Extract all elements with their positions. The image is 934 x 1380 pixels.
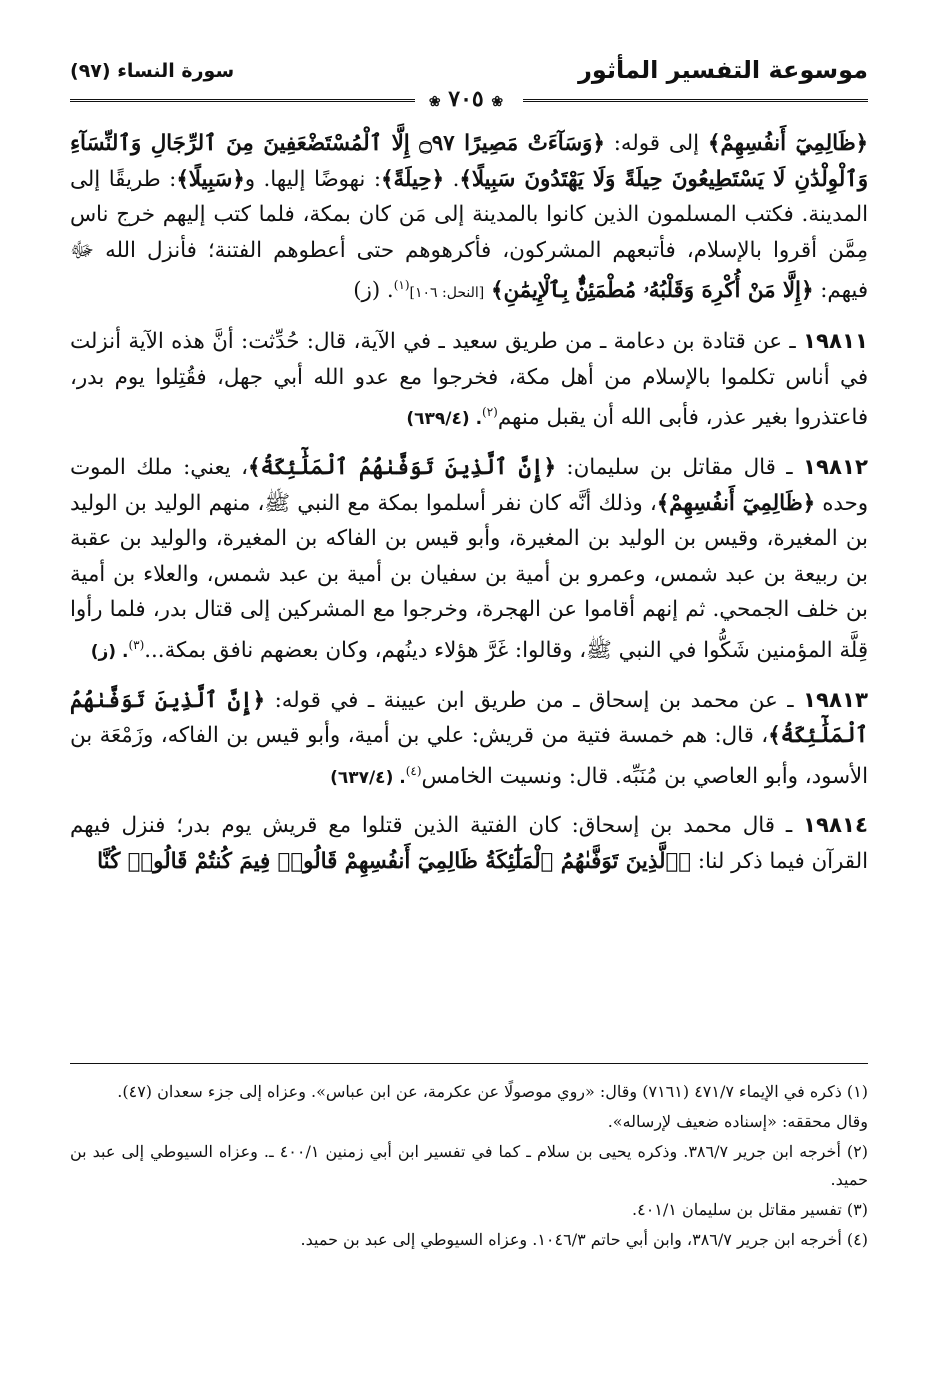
- main-text: [70, 126, 868, 892]
- text-run: ـ قال مقاتل بن سليمان:: [555, 454, 803, 480]
- text-run: .: [444, 166, 460, 192]
- narration-number: ١٩٨١٤: [803, 813, 868, 839]
- footnote-3: (٣) تفسير مقاتل بن سليمان ٤٠١/١.: [632, 1200, 868, 1219]
- footnote-marker[interactable]: (٣): [128, 637, 145, 652]
- narration-19811: [70, 324, 868, 438]
- text-run: : نهوضًا إليها. و: [244, 166, 381, 192]
- surah-heading: سورة النساء (٩٧): [70, 60, 235, 82]
- quran-quote: ﴿إِلَّا مَنْ أُكْرِهَ وَقَلْبُهُۥ مُطْمَئِنٌّۢ بِٱلْإِيمَٰنِ﴾: [490, 278, 814, 304]
- footnote-4: (٤) أخرجه ابن جرير ٣٨٦/٧، وابن أبي حاتم ١٠٤٦/٣. وعزاه السيوطي إلى عبد بن حميد.: [300, 1230, 868, 1249]
- narration-number: ١٩٨١٢: [803, 454, 868, 480]
- quran-quote: ﴿ٱلَّذِينَ تَوَفَّىٰهُمُ ٱلْمَلَٰٓئِكَةُ ظَالِمِيٓ أَنفُسِهِمْ قَالُوا۟ فِيمَ كُنتُمْ قَالُوا۟ كُنَّا: [97, 849, 692, 875]
- page-number-block: [420, 86, 512, 112]
- text-run: إلى قوله:: [604, 131, 708, 156]
- book-title: موسوعة التفسير المأثور: [578, 56, 868, 84]
- footnote-marker[interactable]: (١): [393, 278, 410, 293]
- quran-quote: ﴿حِيلَةً﴾: [381, 166, 445, 192]
- quran-quote: ﴿سَبِيلًا﴾: [176, 166, 245, 192]
- text-run: . (ز): [353, 278, 394, 304]
- source-reference: . (٦٣٧/٤): [330, 767, 406, 788]
- footnote-2: (٢) أخرجه ابن جرير ٣٨٦/٧. وذكره يحيى بن سلام ـ كما في تفسير ابن أبي زمنين ٤٠٠/١ ـ. وعزاه السيوطي إلى عبد بن حميد.: [70, 1142, 868, 1189]
- narration-number: ١٩٨١١: [803, 329, 868, 355]
- text-run: ـ قال محمد بن إسحاق: كان الفتية الذين قتلوا مع قريش يوم بدر؛ فنزل فيهم القرآن فيما ذكر لنا:: [70, 813, 868, 875]
- footnote-separator: [70, 1063, 868, 1064]
- quran-quote: ﴿ظَالِمِيٓ أَنفُسِهِمْ﴾: [656, 490, 816, 516]
- verse-reference: [النحل: ١٠٦]: [409, 285, 485, 302]
- quran-quote: ﴿ظَالِمِيٓ أَنفُسِهِمْ﴾: [707, 131, 868, 156]
- page-header: [70, 52, 868, 112]
- header-rule-right: [523, 99, 868, 102]
- footnotes: [70, 1078, 868, 1256]
- quran-quote: ﴿وَسَآءَتْ مَصِيرًا ۝٩٧ إِلَّا ٱلْمُسْتَضْعَفِينَ مِنَ ٱلرِّجَالِ وَٱلنِّسَآءِ وَٱلْوِلْدَٰنِ لَا يَسْتَطِيعُونَ حِيلَةً وَلَا يَهْتَدُونَ سَبِيلًا﴾: [70, 131, 868, 192]
- source-reference: . (٦٣٩/٤): [406, 409, 483, 430]
- quran-quote: ﴿إِنَّ ٱلَّذِينَ تَوَفَّىٰهُمُ ٱلْمَلَٰٓئِكَةُ﴾: [70, 687, 868, 749]
- text-run: ، يعني: ملك الموت وحده: [70, 454, 868, 516]
- footnote-1-continued: وقال محققه: «إسناده ضعيف لإرساله».: [607, 1112, 868, 1131]
- narration-number: ١٩٨١٣: [803, 687, 869, 713]
- ornament-icon: ❀: [491, 94, 504, 110]
- ornament-icon: ❀: [428, 94, 441, 110]
- header-rule-left: [70, 99, 415, 102]
- text-run: ـ عن قتادة بن دعامة ـ من طريق سعيد ـ في الآية، قال: حُدِّثت: أنَّ هذه الآية أنزلت في أناس تكلموا بالإسلام من أهل مكة، فخرجوا مع عدو الله أبي جهل، فقُتِلوا يوم بدر، فاعتذروا بغير عذر، فأبى الله أن يقبل منهم: [70, 329, 868, 431]
- footnote-marker[interactable]: (٤): [405, 763, 422, 778]
- source-reference: . (ز): [90, 642, 129, 662]
- footnote-marker[interactable]: (٢): [482, 405, 498, 420]
- text-run: : طريقًا إلى المدينة. فكتب المسلمون الذين كانوا بالمدينة إلى مَن كان بمكة، فلما كتب إليهم خرج ناس مِمَّن أقروا بالإسلام، فأتبعهم المشركون، فأكرهوهم حتى أعطوهم الفتنة؛ فأنزل الله ﷻ فيهم:: [70, 166, 868, 304]
- text-run: ـ عن محمد بن إسحاق ـ من طريق ابن عيينة ـ في قوله:: [265, 687, 804, 713]
- page-number: ٧٠٥: [448, 86, 484, 112]
- narration-19814: [70, 808, 868, 879]
- paragraph-continuation: [70, 126, 868, 312]
- narration-19813: [70, 683, 868, 797]
- text-run: ، وذلك أنَّه كان نفر أسلموا بمكة مع النبي ﷺ، منهم الوليد بن الوليد بن المغيرة، وقيس بن الوليد بن المغيرة، وأبو قيس بن الفاكه بن المغيرة، والوليد بن عقبة بن ربيعة بن عبد شمس، وعمرو بن أمية بن سفيان بن أمية بن عبد شمس، والعلاء بن أمية بن خلف الجمحي. ثم إنهم أقاموا عن الهجرة، وخرجوا مع المشركين إلى قتال بدر، فلما رأوا قِلَّة المؤمنين شَكُّوا في النبي ﷺ، وقالوا: غَرَّ هؤلاء دينُهم، وكان بعضهم نافق بمكة...: [70, 490, 868, 663]
- quran-quote: ﴿إِنَّ ٱلَّذِينَ تَوَفَّىٰهُمُ ٱلْمَلَٰٓئِكَةُ﴾: [248, 454, 556, 480]
- footnote-1: (١) ذكره في الإيماء ٤٧١/٧ (٧١٦١) وقال: «روي موصولًا عن عكرمة، عن ابن عباس». وعزاه إلى جزء سعدان (٤٧).: [117, 1082, 868, 1101]
- narration-19812: [70, 450, 868, 671]
- text-run: ، قال: هم خمسة فتية من قريش: علي بن أمية، وأبو قيس بن الفاكه، وزَمْعَة بن الأسود، وأبو العاصي بن مُنَبِّه. قال: ونسيت الخامس: [70, 723, 868, 789]
- text-run: [484, 278, 491, 303]
